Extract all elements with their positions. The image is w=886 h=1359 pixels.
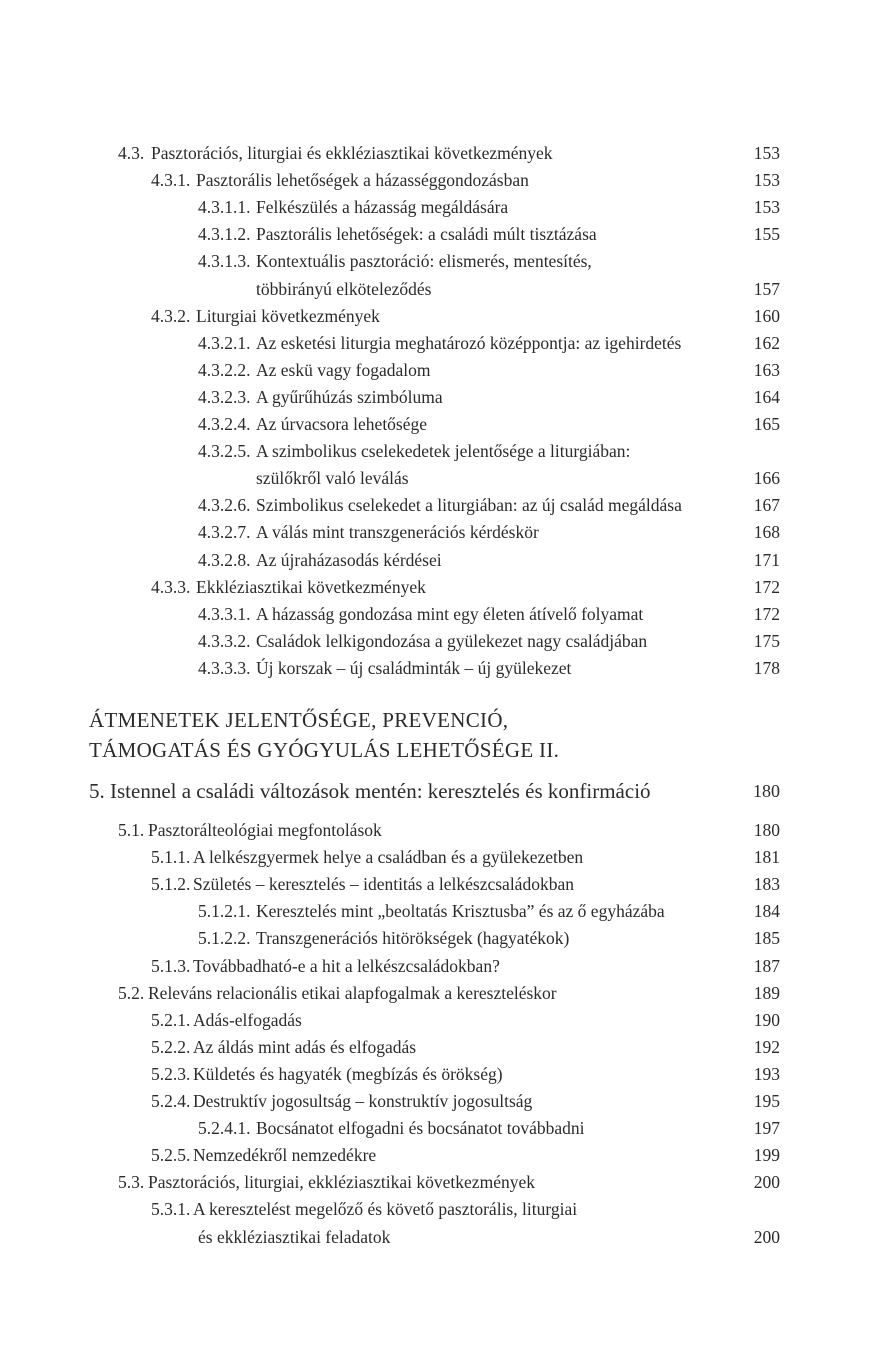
- toc-entry-title: Bocsánatot elfogadni és bocsánatot továbbadni: [256, 1118, 585, 1139]
- toc-entry: [0, 1170, 886, 1194]
- toc-entry-title: Születés – keresztelés – identitás a lelkészcsaládokban: [193, 874, 574, 895]
- part-title-line-1: ÁTMENETEK JELENTŐSÉGE, PREVENCIÓ,: [89, 708, 509, 732]
- toc-entry-page-number: 162: [753, 332, 780, 353]
- chapter-title: 5. Istennel a családi változások mentén: keresztelés és konfirmáció: [89, 779, 651, 803]
- toc-entry-title: és ekkléziasztikai feladatok: [198, 1226, 391, 1247]
- toc-entry: [0, 954, 886, 978]
- toc-entry: [0, 249, 886, 273]
- toc-entry: [0, 1008, 886, 1032]
- toc-entry-page-number: 166: [753, 468, 780, 489]
- toc-entry: [0, 1197, 886, 1221]
- toc-entry-title: többirányú elköteleződés: [256, 278, 432, 299]
- toc-entry-page-number: 184: [753, 901, 780, 922]
- toc-entry-page-number: 167: [753, 495, 780, 516]
- toc-entry-page-number: 197: [753, 1118, 780, 1139]
- toc-entry-page-number: 192: [753, 1036, 780, 1057]
- toc-entry-title: Nemzedékről nemzedékre: [193, 1145, 377, 1166]
- toc-entry-title: Destruktív jogosultság – konstruktív jogosultság: [193, 1091, 533, 1111]
- toc-entry: [0, 385, 886, 409]
- toc-entry-number: 4.3.1.2.: [198, 224, 251, 245]
- toc-entry: [0, 277, 886, 301]
- toc-entry: [0, 845, 886, 869]
- toc-entry-title: Új korszak – új családminták – új gyülekezet: [256, 657, 572, 678]
- toc-entry-number: 4.3.3.2.: [198, 630, 251, 651]
- toc-entry-title: Az eskü vagy fogadalom: [256, 359, 431, 380]
- toc-entry-page-number: 195: [753, 1091, 780, 1111]
- toc-entry-title: A válás mint transzgenerációs kérdéskör: [256, 522, 539, 543]
- toc-entry-page-number: 180: [753, 820, 780, 840]
- toc-entry-number: 4.3.: [118, 143, 145, 163]
- toc-entry-number: 4.3.2.8.: [198, 549, 251, 570]
- toc-entry-number: 5.2.4.: [151, 1091, 191, 1111]
- toc-entry-title: A keresztelést megelőző és követő pasztorális, liturgiai: [193, 1199, 578, 1220]
- toc-entry-page-number: 200: [753, 1172, 780, 1193]
- part-title-line-2: TÁMOGATÁS ÉS GYÓGYULÁS LEHETŐSÉGE II.: [89, 738, 560, 762]
- toc-entry: [0, 1035, 886, 1059]
- toc-entry: [0, 141, 886, 165]
- toc-entry-title: Adás-elfogadás: [193, 1009, 302, 1030]
- toc-entry: [0, 520, 886, 544]
- toc-entry-title: Releváns relacionális etikai alapfogalmak a kereszteléskor: [148, 982, 557, 1003]
- toc-entry: [0, 304, 886, 328]
- toc-entry: [0, 575, 886, 599]
- toc-entry-page-number: 153: [753, 170, 780, 191]
- toc-entry-number: 5.2.4.1.: [198, 1118, 251, 1139]
- toc-entry: [0, 899, 886, 923]
- toc-entry-page-number: 157: [753, 278, 780, 299]
- toc-entry-title: Az áldás mint adás és elfogadás: [193, 1036, 417, 1057]
- toc-entry-number: 5.2.2.: [151, 1036, 191, 1057]
- toc-entry-number: 4.3.3.: [151, 576, 191, 597]
- toc-entry: [0, 629, 886, 653]
- toc-entry: [0, 168, 886, 192]
- toc-entry-number: 4.3.1.1.: [198, 197, 251, 218]
- toc-entry-title: Az esketési liturgia meghatározó középpontja: az igehirdetés: [256, 332, 682, 353]
- toc-entry-number: 5.2.3.: [151, 1063, 191, 1084]
- toc-entry-number: 4.3.3.3.: [198, 657, 251, 678]
- toc-entry-page-number: 163: [753, 359, 780, 380]
- toc-entry-page-number: 199: [753, 1145, 780, 1166]
- toc-entry-number: 5.3.: [118, 1172, 145, 1193]
- toc-entry-page-number: 181: [753, 847, 780, 868]
- toc-entry: [0, 412, 886, 436]
- toc-entry-title: Pasztorálteológiai megfontolások: [148, 820, 382, 840]
- toc-entry-number: 4.3.2.: [151, 305, 191, 326]
- toc-entry: [0, 548, 886, 572]
- chapter-5-entry: [0, 776, 886, 806]
- toc-entry-page-number: 155: [753, 224, 780, 245]
- toc-entry-title: Keresztelés mint „beoltatás Krisztusba” és az ő egyházába: [256, 901, 665, 922]
- toc-entry-page-number: 168: [753, 522, 780, 543]
- toc-entry-page-number: 153: [753, 143, 780, 163]
- toc-entry-number: 5.3.1.: [151, 1199, 191, 1220]
- toc-entry: [0, 926, 886, 950]
- toc-entry-number: 5.2.: [118, 982, 145, 1003]
- toc-entry-number: 4.3.2.7.: [198, 522, 251, 543]
- toc-entry: [0, 1062, 886, 1086]
- toc-entry-number: 5.1.2.1.: [198, 901, 251, 922]
- toc-entry-number: 4.3.1.3.: [198, 251, 251, 272]
- toc-entry-page-number: 160: [753, 305, 780, 326]
- toc-entry-page-number: 172: [753, 576, 780, 597]
- toc-entry-number: 5.1.2.2.: [198, 928, 251, 949]
- toc-entry-number: 4.3.2.1.: [198, 332, 251, 353]
- toc-entry-number: 5.1.2.: [151, 874, 191, 895]
- toc-entry: [0, 818, 886, 842]
- toc-entry-page-number: 200: [753, 1226, 780, 1247]
- toc-entry-title: Családok lelkigondozása a gyülekezet nagy családjában: [256, 630, 648, 651]
- toc-entry-number: 5.1.3.: [151, 955, 191, 976]
- toc-entry-number: 4.3.1.: [151, 170, 191, 191]
- toc-entry-title: Továbbadható-e a hit a lelkészcsaládokban?: [193, 955, 500, 976]
- toc-entry: [0, 1089, 886, 1113]
- toc-entry-title: Felkészülés a házasság megáldására: [256, 197, 509, 218]
- toc-entry-title: Transzgenerációs hitörökségek (hagyatékok): [256, 928, 570, 949]
- toc-entry-title: Pasztorációs, liturgiai, ekkléziasztikai következmények: [148, 1172, 535, 1193]
- toc-entry-title: Az úrvacsora lehetősége: [256, 414, 428, 434]
- toc-entry: [0, 331, 886, 355]
- toc-entry-title: Kontextuális pasztoráció: elismerés, mentesítés,: [256, 251, 592, 272]
- toc-entry-page-number: 190: [753, 1009, 780, 1030]
- toc-entry-page-number: 171: [753, 549, 780, 570]
- toc-entry: [0, 493, 886, 517]
- toc-entry-page-number: 193: [753, 1063, 780, 1084]
- toc-entry-title: A házasság gondozása mint egy életen átívelő folyamat: [256, 603, 644, 624]
- toc-entry-page-number: 175: [753, 630, 780, 651]
- toc-entry: [0, 656, 886, 680]
- toc-entry-number: 5.1.1.: [151, 847, 191, 868]
- toc-entry-number: 4.3.2.4.: [198, 414, 251, 434]
- toc-entry-number: 4.3.2.2.: [198, 359, 251, 380]
- chapter-page-number: 180: [753, 781, 780, 801]
- toc-entry: [0, 872, 886, 896]
- toc-entry-page-number: 185: [753, 928, 780, 949]
- toc-entry-page-number: 183: [753, 874, 780, 895]
- toc-entry-title: Küldetés és hagyaték (megbízás és örökség): [193, 1063, 503, 1084]
- toc-entry-title: Pasztorális lehetőségek: a családi múlt tisztázása: [256, 224, 597, 245]
- toc-entry-number: 5.1.: [118, 820, 145, 840]
- toc-entry: [0, 981, 886, 1005]
- toc-entry-number: 4.3.2.3.: [198, 386, 251, 407]
- toc-entry-number: 5.2.1.: [151, 1009, 191, 1030]
- toc-entry-title: Szimbolikus cselekedet a liturgiában: az új család megáldása: [256, 495, 682, 516]
- toc-entry-title: A szimbolikus cselekedetek jelentősége a liturgiában:: [256, 441, 631, 462]
- toc-entry: [0, 1143, 886, 1167]
- toc-entry: [0, 439, 886, 463]
- toc-entry-page-number: 153: [753, 197, 780, 218]
- toc-entry-page-number: 189: [753, 982, 780, 1003]
- toc-entry-title: Pasztorális lehetőségek a házasséggondozásban: [196, 170, 529, 191]
- toc-entry-title: szülőkről való leválás: [256, 468, 409, 489]
- toc-entry-page-number: 172: [753, 603, 780, 624]
- toc-entry-number: 4.3.3.1.: [198, 603, 251, 624]
- toc-entry-number: 4.3.2.5.: [198, 441, 251, 462]
- toc-entry-number: 4.3.2.6.: [198, 495, 251, 516]
- toc-entry: [0, 1225, 886, 1249]
- toc-entry: [0, 1116, 886, 1140]
- toc-entry-page-number: 165: [753, 414, 780, 434]
- toc-entry: [0, 195, 886, 219]
- toc-entry: [0, 466, 886, 490]
- toc-entry: [0, 222, 886, 246]
- toc-entry-title: Liturgiai következmények: [196, 305, 380, 326]
- toc-entry-number: 5.2.5.: [151, 1145, 191, 1166]
- toc-entry-title: Ekkléziasztikai következmények: [196, 576, 426, 597]
- toc-entry-title: Pasztorációs, liturgiai és ekkléziasztikai következmények: [151, 143, 553, 163]
- toc-entry: [0, 358, 886, 382]
- toc-entry-page-number: 164: [753, 386, 780, 407]
- toc-entry: [0, 602, 886, 626]
- toc-entry-page-number: 178: [753, 657, 780, 678]
- toc-entry-title: A gyűrűhúzás szimbóluma: [256, 386, 443, 407]
- toc-entry-title: Az újraházasodás kérdései: [256, 549, 442, 570]
- toc-entry-page-number: 187: [753, 955, 780, 976]
- toc-entry-title: A lelkészgyermek helye a családban és a gyülekezetben: [193, 847, 584, 868]
